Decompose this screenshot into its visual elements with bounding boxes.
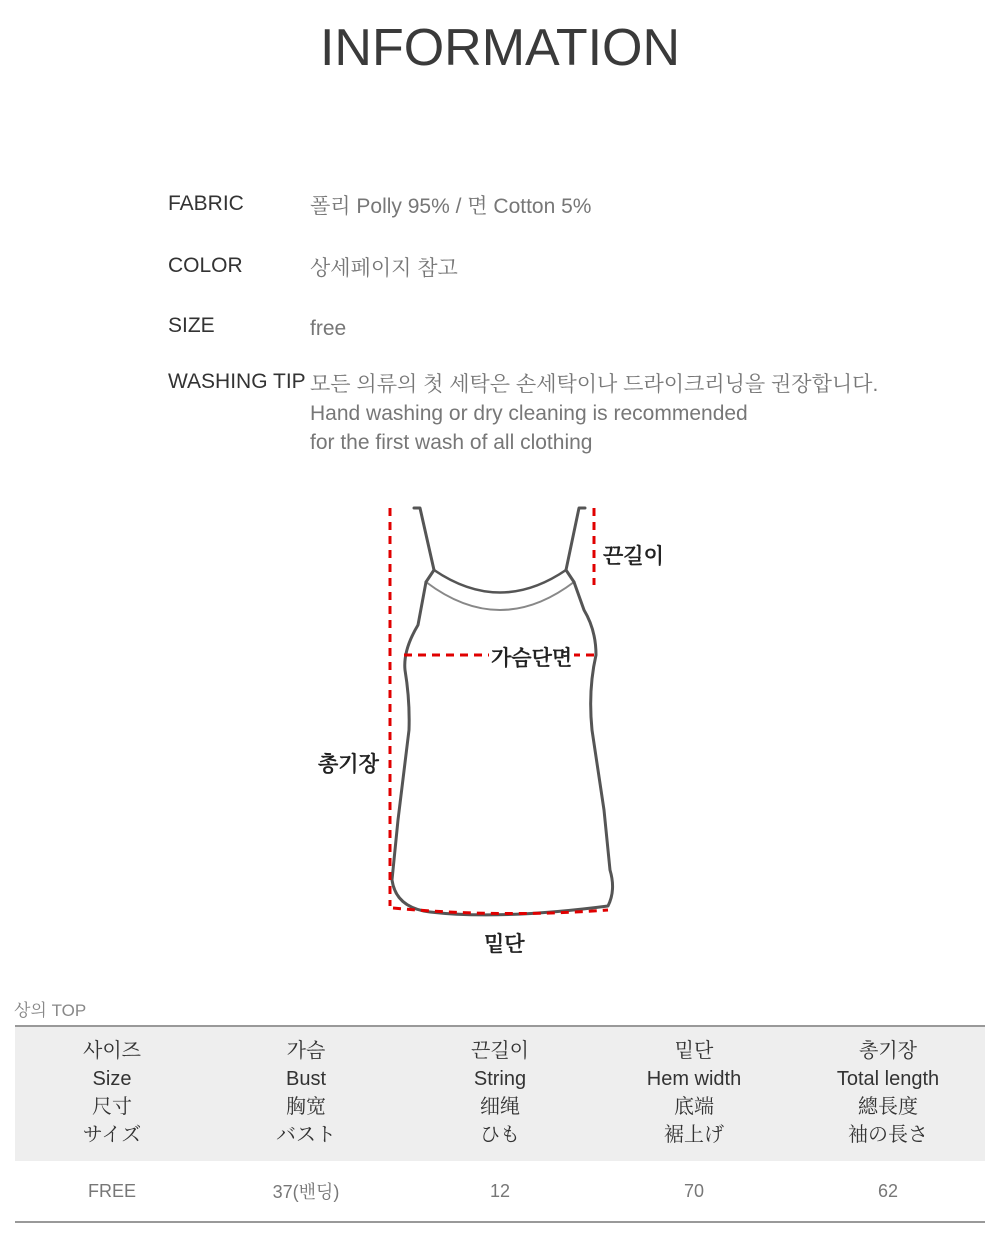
color-label: COLOR (168, 254, 243, 277)
fabric-label: FABRIC (168, 192, 244, 215)
table-row (15, 1161, 985, 1222)
section-label-top: 상의 TOP (14, 1001, 87, 1020)
measurement-lines (390, 508, 608, 914)
washing-label: WASHING TIP (168, 370, 306, 393)
cell-bust: 37(밴딩) (209, 1161, 403, 1222)
info-fabric (168, 192, 591, 221)
color-value: 상세페이지 참고 (310, 257, 458, 280)
info-size (168, 314, 346, 343)
info-washing (168, 370, 878, 457)
washing-line-en-1: Hand washing or dry cleaning is recommended (310, 402, 748, 425)
washing-line-ko: 모든 의류의 첫 세탁은 손세탁이나 드라이크리닝을 권장합니다. (310, 373, 879, 396)
washing-value (310, 370, 878, 457)
camisole-illustration (0, 490, 1000, 960)
hem-label: 밑단 (482, 928, 527, 958)
page-title: INFORMATION (319, 19, 681, 77)
cell-size: FREE (15, 1161, 209, 1222)
total-length-label: 총기장 (316, 748, 381, 778)
cell-string: 12 (403, 1161, 597, 1222)
header-size: 사이즈 Size 尺寸 サイズ (15, 1026, 209, 1161)
header-string: 끈길이 String 细绳 ひも (403, 1026, 597, 1161)
cell-total-length: 62 (791, 1161, 985, 1222)
strap-length-label: 끈길이 (601, 540, 666, 570)
garment-diagram (0, 490, 1000, 960)
header-hem-width: 밑단 Hem width 底端 裾上げ (597, 1026, 791, 1161)
bust-label: 가슴단면 (489, 642, 574, 672)
size-value: free (310, 317, 347, 340)
fabric-value: 폴리 Polly 95% / 면 Cotton 5% (310, 195, 592, 218)
size-table-header (15, 1026, 985, 1161)
washing-line-en-2: for the first wash of all clothing (310, 431, 593, 454)
info-color (168, 254, 458, 283)
header-total-length: 총기장 Total length 總長度 袖の長さ (791, 1026, 985, 1161)
size-label: SIZE (168, 314, 215, 337)
header-bust: 가슴 Bust 胸宽 バスト (209, 1026, 403, 1161)
size-table (15, 1025, 985, 1223)
cell-hem-width: 70 (597, 1161, 791, 1222)
